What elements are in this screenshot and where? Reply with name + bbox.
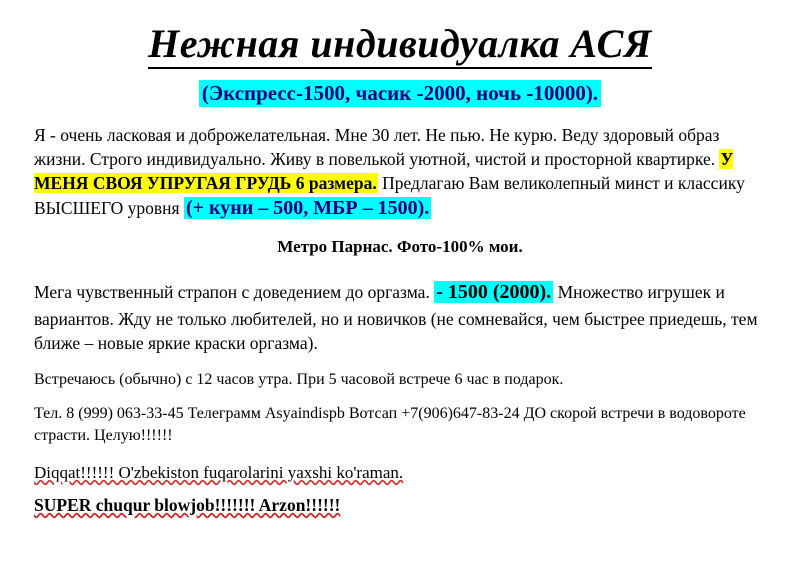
metro-line: Метро Парнас. Фото-100% мои. xyxy=(277,237,523,257)
uzbek-paragraph: Diqqat!!!!!! O'zbekiston fuqarolarini yaxshi ko'raman. xyxy=(34,463,404,483)
page-title xyxy=(34,22,766,66)
price-header-text: (Экспресс-1500, часик -2000, ночь -10000). xyxy=(199,80,601,107)
schedule-paragraph: Встречаюсь (обычно) с 12 часов утра. При 5 часовой встрече 6 час в подарок. xyxy=(34,370,564,388)
intro-before-text: Я - очень ласковая и доброжелательная. Мне 30 лет. Не пью. Не курю. Веду здоровый образ жизни. Строго индивидуально. Живу в повелькой уютной, чистой и просторной квартирке. xyxy=(34,125,720,170)
intro-after-text: Предлагаю Вам великолепный минст и классику ВЫСШЕГО уровня xyxy=(34,173,745,219)
bust-highlight: У МЕНЯ СВОЯ УПРУГАЯ ГРУДЬ 6 размера. xyxy=(34,149,734,194)
final-paragraph xyxy=(34,495,766,516)
strapon-before-text: Мега чувственный страпон с доведением до оргазма. xyxy=(34,282,435,303)
final-text: SUPER chuqur blowjob!!!!!!! Arzon!!!!!! xyxy=(34,495,341,516)
extras-price-highlight: (+ куни – 500, МБР – 1500). xyxy=(185,197,430,220)
contacts-paragraph: Тел. 8 (999) 063-33-45 Телеграмм Asyaindispb Вотсап +7(906)647-83-24 ДО скорой встречи в водовороте страсти. Целую!!!!!! xyxy=(34,404,746,445)
strapon-after-text: Множество игрушек и вариантов. Жду не только любителей, но и новичков (не сомневайся, чем быстрее приедешь, тем ближе – новые яркие краски оргазма). xyxy=(34,282,758,353)
page-title-text: Нежная индивидуалка АСЯ xyxy=(148,21,652,69)
strapon-price-highlight: - 1500 (2000). xyxy=(436,281,552,304)
strapon-paragraph xyxy=(34,279,766,355)
intro-paragraph xyxy=(34,123,766,223)
price-header xyxy=(34,80,766,107)
